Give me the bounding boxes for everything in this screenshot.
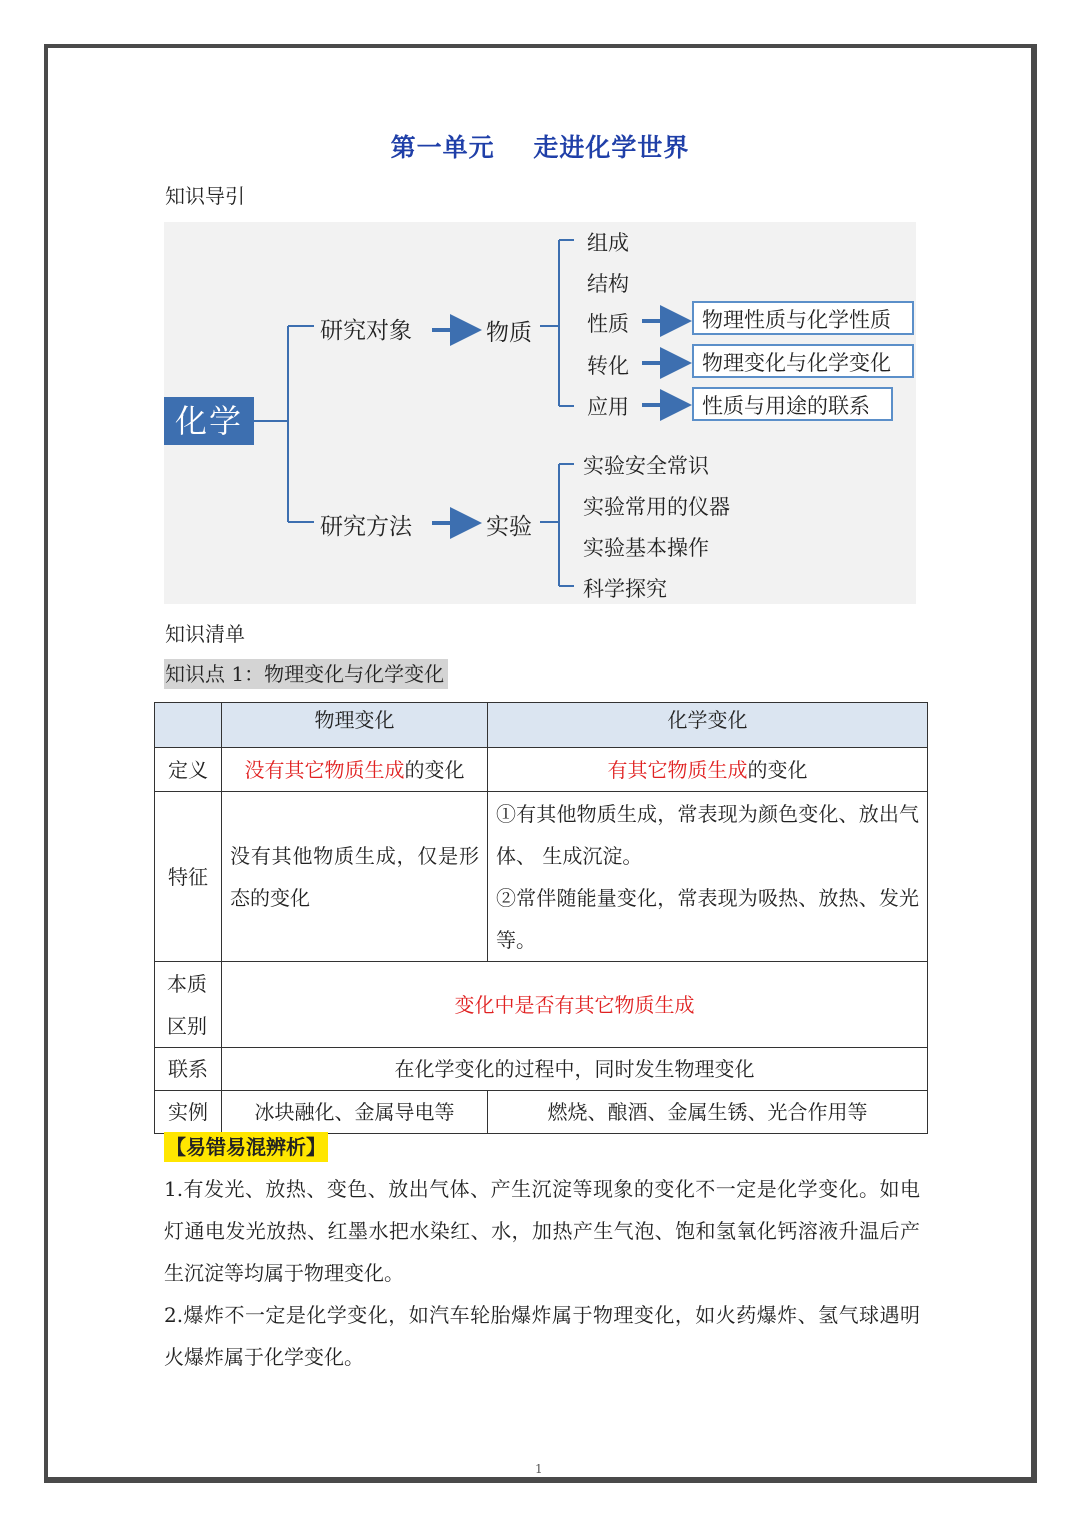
section-heading-list: 知识清单 (165, 622, 245, 646)
cell-physical-feature: 没有其他物质生成，仅是形态的变化 (222, 792, 488, 962)
page-number: 1 (535, 1462, 543, 1476)
experiment-item-safety: 实验安全常识 (583, 454, 709, 478)
header-cell-physical: 物理变化 (222, 703, 488, 748)
physical-definition-rest: 的变化 (404, 757, 465, 782)
cell-chemical-example: 燃烧、酿酒、金属生锈、光合作用等 (488, 1091, 928, 1134)
detail-box-uses: 性质与用途的联系 (692, 387, 893, 421)
chemical-feature-1: ①有其他物质生成，常表现为颜色变化、放出气体、 生成沉淀。 (496, 801, 919, 868)
note-tag: 【易错易混辨析】 (164, 1132, 328, 1162)
row-label-relation: 联系 (155, 1048, 222, 1091)
section-heading-guide: 知识导引 (165, 184, 245, 208)
row-label-definition: 定义 (155, 748, 222, 792)
cell-physical-definition (222, 748, 488, 792)
matter-item-transformation: 转化 (587, 354, 629, 378)
comparison-table (154, 702, 928, 1134)
table-row-example (155, 1091, 928, 1134)
header-cell-empty (155, 703, 222, 748)
cell-essence: 变化中是否有其它物质生成 (222, 962, 928, 1048)
table-header-row (155, 703, 928, 748)
physical-definition-emphasis: 没有其它物质生成 (244, 757, 405, 782)
table-row-essence (155, 962, 928, 1048)
matter-item-property: 性质 (587, 312, 629, 336)
branch-target-matter: 物质 (486, 320, 532, 346)
knowledge-mind-map (164, 222, 916, 604)
table-row-feature (155, 792, 928, 962)
note-paragraph-2: 2.爆炸不一定是化学变化，如汽车轮胎爆炸属于物理变化，如火药爆炸、氢气球遇明火爆炸属于化学变化。 (164, 1303, 920, 1369)
row-label-essence: 本质区别 (155, 962, 222, 1048)
matter-item-application: 应用 (587, 395, 629, 419)
table-row-relation (155, 1048, 928, 1091)
table-row-definition (155, 748, 928, 792)
note-paragraph-1: 1.有发光、放热、变色、放出气体、产生沉淀等现象的变化不一定是化学变化。如电灯通电发光放热、红墨水把水染红、水，加热产生气泡、饱和氢氧化钙溶液升温后产生沉淀等均属于物理变化。 (164, 1177, 920, 1285)
experiment-item-inquiry: 科学探究 (583, 577, 667, 601)
chemical-definition-emphasis: 有其它物质生成 (607, 757, 748, 782)
branch-label-object: 研究对象 (320, 318, 412, 344)
branch-label-method: 研究方法 (320, 514, 412, 540)
header-cell-chemical: 化学变化 (488, 703, 928, 748)
cell-chemical-feature (488, 792, 928, 962)
branch-target-experiment: 实验 (486, 514, 532, 540)
cell-chemical-definition (488, 748, 928, 792)
detail-box-changes: 物理变化与化学变化 (692, 344, 914, 378)
page-title: 第一单元 走进化学世界 (390, 133, 690, 162)
chemical-definition-rest: 的变化 (747, 757, 808, 782)
detail-box-properties: 物理性质与化学性质 (692, 301, 914, 335)
cell-relation: 在化学变化的过程中，同时发生物理变化 (222, 1048, 928, 1091)
cell-physical-example: 冰块融化、金属导电等 (222, 1091, 488, 1134)
diagram-root: 化学 (164, 397, 254, 445)
experiment-item-instruments: 实验常用的仪器 (583, 495, 730, 519)
knowledge-point-title: 知识点 1：物理变化与化学变化 (164, 659, 448, 689)
experiment-item-operations: 实验基本操作 (583, 536, 709, 560)
chemical-feature-2: ②常伴随能量变化，常表现为吸热、放热、发光等。 (496, 885, 919, 952)
row-label-example: 实例 (155, 1091, 222, 1134)
matter-item-composition: 组成 (587, 231, 629, 255)
row-label-feature: 特征 (155, 792, 222, 962)
matter-item-structure: 结构 (587, 272, 629, 296)
